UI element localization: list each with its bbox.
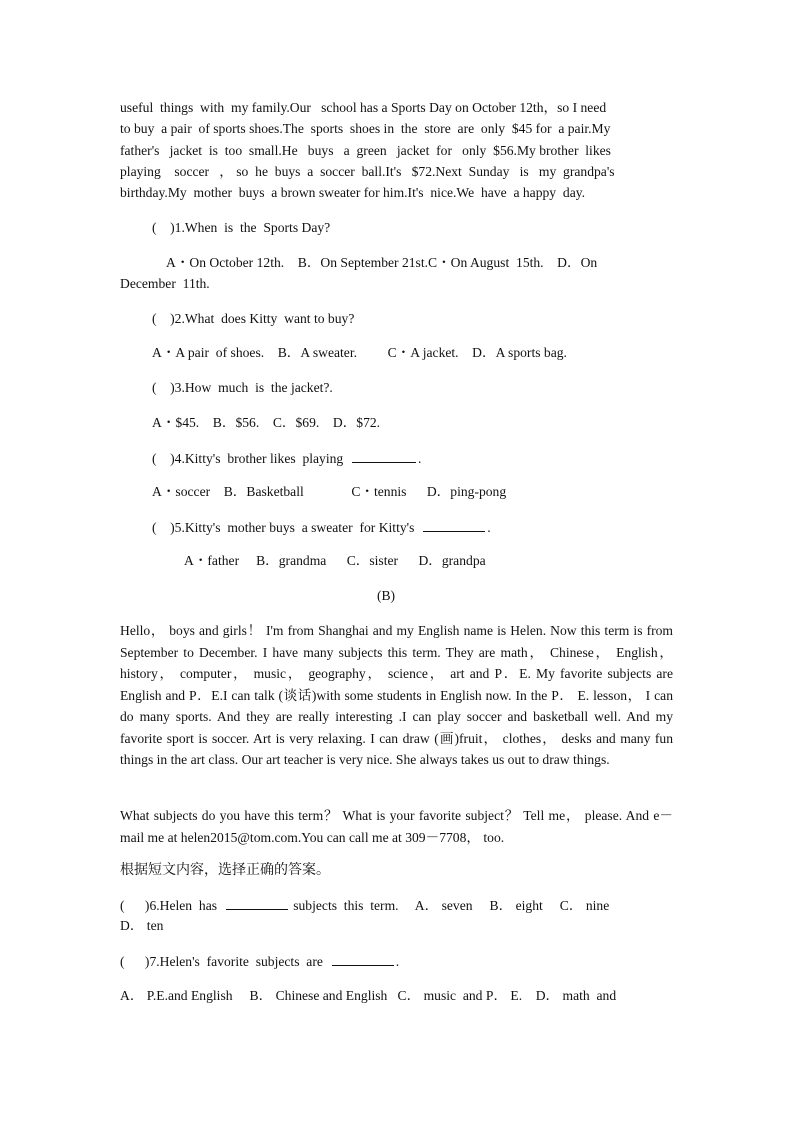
question-7-stem-text: ( )7.Helen's favorite subjects are (120, 954, 330, 969)
question-4-stem-text: ( )4.Kitty's brother likes playing (152, 451, 351, 466)
question-1-options-cont: December 11th. (120, 276, 210, 291)
passage-b-paragraph-1 (120, 620, 673, 771)
question-7-options: A． P.E.and English B． Chinese and English C． music and P． E. D． math and (120, 988, 617, 1003)
passage-b-paragraph-2: What subjects do you have this term？ What is your favorite subject？ Tell me， please. And e－mail me at helen2015@tom.com.You can call me at 309－7708， too. (120, 808, 673, 845)
passage-a-line-1: useful things with my family.Our school has a Sports Day on October 12th，so I need (120, 100, 607, 115)
passage-a-line-4: playing soccer ， so he buys a soccer ball.It's $72.Next Sunday is my grandpa's (120, 164, 615, 179)
question-6-options-cont: D． ten (120, 918, 164, 933)
passage-b-paragraph-1-text: Hello， boys and girls！ I'm from Shanghai and my English name is Helen. Now this term is from September to December. I have many subjects this term. They are math， Chinese， English， history， computer， music， geography， science， art and P．E. My favorite subjects are English and P．E.I can talk (谈话)with some students in English now. In the P． E. lesson， I can do many sports. And they are really interesting .I can play soccer and basketball well. And my favorite sport is soccer. Art is very relaxing. I can draw (画)fruit， clothes， desks and many fun things in the art class. Our art teacher is very nice. She always takes us out to draw things. (120, 623, 673, 767)
question-3-stem: ( )3.How much is the jacket?. (152, 380, 333, 395)
question-5-stem-end: . (487, 520, 491, 535)
question-6-stem (120, 895, 609, 916)
question-6-stem-text: ( )6.Helen has (120, 898, 224, 913)
answer-blank[interactable] (423, 517, 485, 532)
answer-blank[interactable] (352, 448, 416, 463)
question-5-options: A・father B．grandma C．sister D．grandpa (184, 553, 486, 568)
passage-a-line-2: to buy a pair of sports shoes.The sports shoes in the store are only $45 for a pair.My (120, 121, 611, 136)
question-2-stem: ( )2.What does Kitty want to buy? (152, 311, 355, 326)
question-5-stem (152, 517, 491, 538)
question-7-stem (120, 951, 399, 972)
question-6-stem-rest: subjects this term. A． seven B． eight C． nine (289, 898, 610, 913)
passage-a-line-5: birthday.My mother buys a brown sweater for him.It's nice.We have a happy day. (120, 185, 586, 200)
instruction-text: 根据短文内容，选择正确的答案。 (120, 862, 330, 878)
passage-a-line-3: father's jacket is too small.He buys a green jacket for only $56.My brother likes (120, 143, 611, 158)
question-4-options: A・soccer B．Basketball C・tennis D．ping-pong (152, 484, 507, 499)
question-4-stem (152, 448, 421, 469)
question-3-options: A・$45. B．$56. C．$69. D．$72. (152, 415, 381, 430)
question-5-stem-text: ( )5.Kitty's mother buys a sweater for Kitty's (152, 520, 422, 535)
question-1-options: A・On October 12th. B．On September 21st.C・On August 15th. D．On (166, 255, 598, 270)
question-2-options: A・A pair of shoes. B．A sweater. C・A jacket. D．A sports bag. (152, 345, 567, 360)
answer-blank[interactable] (332, 951, 394, 966)
question-1-stem: ( )1.When is the Sports Day? (152, 220, 331, 235)
section-b-label: (B) (376, 588, 396, 603)
answer-blank[interactable] (226, 895, 288, 910)
question-7-stem-end: . (395, 954, 400, 969)
question-4-stem-end: . (418, 451, 422, 466)
